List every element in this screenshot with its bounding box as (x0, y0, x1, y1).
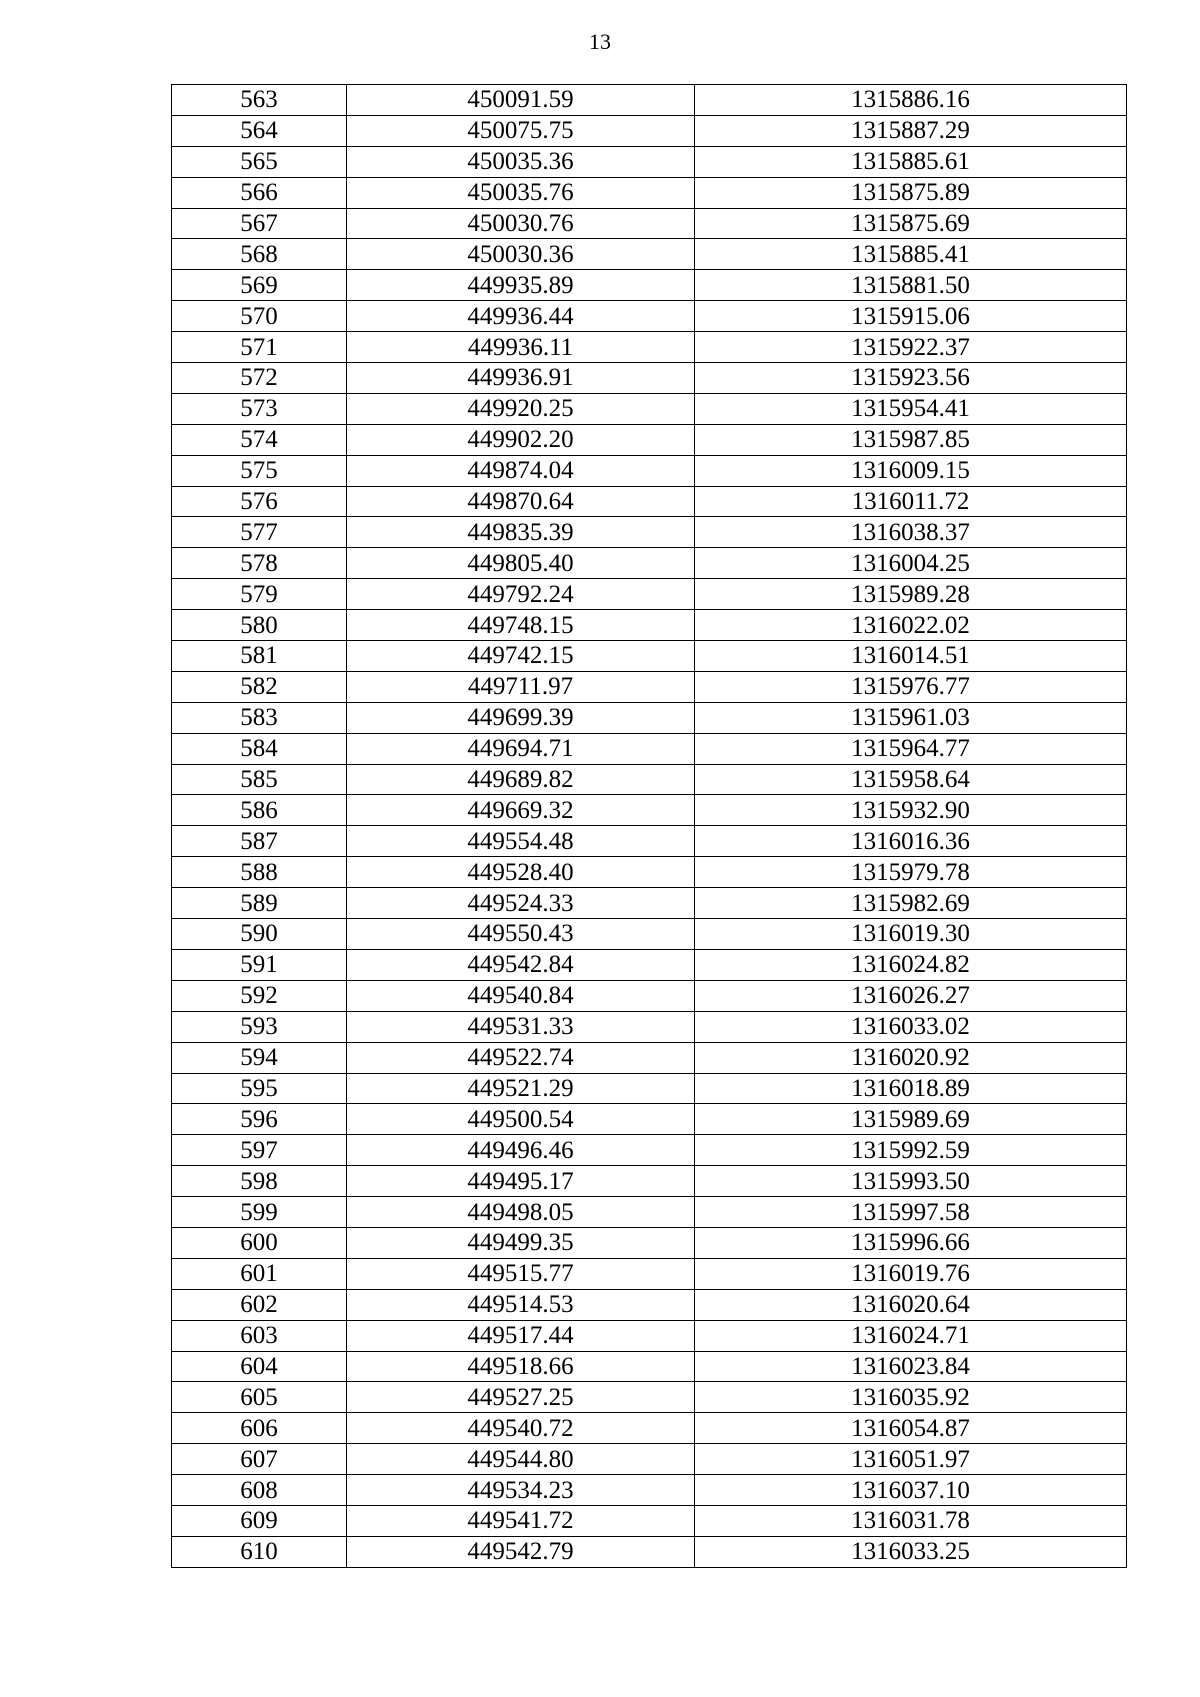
point-number-cell: 604 (172, 1351, 347, 1382)
point-number-cell: 602 (172, 1289, 347, 1320)
point-number-cell: 591 (172, 949, 347, 980)
point-number-cell: 597 (172, 1135, 347, 1166)
y-coordinate-cell: 1315922.37 (695, 332, 1127, 363)
x-coordinate-cell: 449935.89 (347, 270, 695, 301)
x-coordinate-cell: 449541.72 (347, 1505, 695, 1536)
y-coordinate-cell: 1315958.64 (695, 764, 1127, 795)
point-number-cell: 577 (172, 517, 347, 548)
y-coordinate-cell: 1315875.69 (695, 208, 1127, 239)
table-row (172, 115, 1127, 146)
table-row (172, 671, 1127, 702)
x-coordinate-cell: 449748.15 (347, 610, 695, 641)
point-number-cell: 584 (172, 733, 347, 764)
y-coordinate-cell: 1315881.50 (695, 270, 1127, 301)
x-coordinate-cell: 449874.04 (347, 455, 695, 486)
table-row (172, 733, 1127, 764)
table-row (172, 1475, 1127, 1506)
x-coordinate-cell: 449521.29 (347, 1073, 695, 1104)
point-number-cell: 582 (172, 671, 347, 702)
point-number-cell: 580 (172, 610, 347, 641)
table-row (172, 548, 1127, 579)
point-number-cell: 605 (172, 1382, 347, 1413)
table-row (172, 1382, 1127, 1413)
x-coordinate-cell: 449669.32 (347, 795, 695, 826)
x-coordinate-cell: 449540.72 (347, 1413, 695, 1444)
table-row (172, 1104, 1127, 1135)
y-coordinate-cell: 1315954.41 (695, 393, 1127, 424)
point-number-cell: 596 (172, 1104, 347, 1135)
table-row (172, 1413, 1127, 1444)
x-coordinate-cell: 449517.44 (347, 1320, 695, 1351)
table-row (172, 1351, 1127, 1382)
table-row (172, 455, 1127, 486)
x-coordinate-cell: 449936.11 (347, 332, 695, 363)
point-number-cell: 566 (172, 177, 347, 208)
y-coordinate-cell: 1315976.77 (695, 671, 1127, 702)
point-number-cell: 609 (172, 1505, 347, 1536)
x-coordinate-cell: 449527.25 (347, 1382, 695, 1413)
x-coordinate-cell: 449542.84 (347, 949, 695, 980)
coordinates-table (171, 84, 1127, 1568)
x-coordinate-cell: 450075.75 (347, 115, 695, 146)
x-coordinate-cell: 449550.43 (347, 919, 695, 950)
x-coordinate-cell: 449870.64 (347, 486, 695, 517)
point-number-cell: 603 (172, 1320, 347, 1351)
y-coordinate-cell: 1316019.76 (695, 1258, 1127, 1289)
x-coordinate-cell: 449540.84 (347, 980, 695, 1011)
table-row (172, 239, 1127, 270)
y-coordinate-cell: 1316024.71 (695, 1320, 1127, 1351)
table-row (172, 1320, 1127, 1351)
y-coordinate-cell: 1316011.72 (695, 486, 1127, 517)
table-row (172, 1197, 1127, 1228)
y-coordinate-cell: 1316031.78 (695, 1505, 1127, 1536)
y-coordinate-cell: 1316054.87 (695, 1413, 1127, 1444)
y-coordinate-cell: 1315992.59 (695, 1135, 1127, 1166)
point-number-cell: 608 (172, 1475, 347, 1506)
table-row (172, 641, 1127, 672)
point-number-cell: 600 (172, 1227, 347, 1258)
x-coordinate-cell: 449694.71 (347, 733, 695, 764)
y-coordinate-cell: 1316020.92 (695, 1042, 1127, 1073)
y-coordinate-cell: 1315932.90 (695, 795, 1127, 826)
point-number-cell: 569 (172, 270, 347, 301)
y-coordinate-cell: 1315886.16 (695, 85, 1127, 116)
point-number-cell: 572 (172, 363, 347, 394)
table-row (172, 517, 1127, 548)
table-row (172, 1042, 1127, 1073)
y-coordinate-cell: 1315923.56 (695, 363, 1127, 394)
x-coordinate-cell: 450091.59 (347, 85, 695, 116)
x-coordinate-cell: 449495.17 (347, 1166, 695, 1197)
y-coordinate-cell: 1316019.30 (695, 919, 1127, 950)
table-row (172, 919, 1127, 950)
y-coordinate-cell: 1315915.06 (695, 301, 1127, 332)
y-coordinate-cell: 1316016.36 (695, 826, 1127, 857)
point-number-cell: 576 (172, 486, 347, 517)
table-row (172, 610, 1127, 641)
table-row (172, 1135, 1127, 1166)
table-row (172, 1289, 1127, 1320)
y-coordinate-cell: 1316035.92 (695, 1382, 1127, 1413)
y-coordinate-cell: 1315997.58 (695, 1197, 1127, 1228)
table-row (172, 857, 1127, 888)
x-coordinate-cell: 449835.39 (347, 517, 695, 548)
table-row (172, 424, 1127, 455)
x-coordinate-cell: 449699.39 (347, 702, 695, 733)
point-number-cell: 581 (172, 641, 347, 672)
table-row (172, 85, 1127, 116)
point-number-cell: 599 (172, 1197, 347, 1228)
x-coordinate-cell: 449920.25 (347, 393, 695, 424)
x-coordinate-cell: 449742.15 (347, 641, 695, 672)
y-coordinate-cell: 1316004.25 (695, 548, 1127, 579)
point-number-cell: 587 (172, 826, 347, 857)
point-number-cell: 568 (172, 239, 347, 270)
y-coordinate-cell: 1316026.27 (695, 980, 1127, 1011)
point-number-cell: 578 (172, 548, 347, 579)
y-coordinate-cell: 1315885.61 (695, 146, 1127, 177)
coordinates-table-body (172, 85, 1127, 1568)
table-row (172, 949, 1127, 980)
point-number-cell: 585 (172, 764, 347, 795)
x-coordinate-cell: 449524.33 (347, 888, 695, 919)
point-number-cell: 590 (172, 919, 347, 950)
point-number-cell: 610 (172, 1536, 347, 1567)
table-row (172, 795, 1127, 826)
table-row (172, 146, 1127, 177)
x-coordinate-cell: 450030.36 (347, 239, 695, 270)
x-coordinate-cell: 449499.35 (347, 1227, 695, 1258)
point-number-cell: 606 (172, 1413, 347, 1444)
x-coordinate-cell: 449711.97 (347, 671, 695, 702)
table-row (172, 486, 1127, 517)
x-coordinate-cell: 449515.77 (347, 1258, 695, 1289)
x-coordinate-cell: 449689.82 (347, 764, 695, 795)
y-coordinate-cell: 1315982.69 (695, 888, 1127, 919)
table-row (172, 1258, 1127, 1289)
y-coordinate-cell: 1316018.89 (695, 1073, 1127, 1104)
table-row (172, 764, 1127, 795)
table-row (172, 1166, 1127, 1197)
table-row (172, 332, 1127, 363)
point-number-cell: 607 (172, 1444, 347, 1475)
table-row (172, 888, 1127, 919)
point-number-cell: 574 (172, 424, 347, 455)
y-coordinate-cell: 1316037.10 (695, 1475, 1127, 1506)
point-number-cell: 570 (172, 301, 347, 332)
point-number-cell: 579 (172, 579, 347, 610)
x-coordinate-cell: 449518.66 (347, 1351, 695, 1382)
point-number-cell: 592 (172, 980, 347, 1011)
point-number-cell: 598 (172, 1166, 347, 1197)
y-coordinate-cell: 1316020.64 (695, 1289, 1127, 1320)
y-coordinate-cell: 1315887.29 (695, 115, 1127, 146)
y-coordinate-cell: 1315989.28 (695, 579, 1127, 610)
table-row (172, 1227, 1127, 1258)
x-coordinate-cell: 449936.44 (347, 301, 695, 332)
y-coordinate-cell: 1316022.02 (695, 610, 1127, 641)
y-coordinate-cell: 1316038.37 (695, 517, 1127, 548)
point-number-cell: 589 (172, 888, 347, 919)
point-number-cell: 595 (172, 1073, 347, 1104)
table-row (172, 702, 1127, 733)
x-coordinate-cell: 449542.79 (347, 1536, 695, 1567)
point-number-cell: 575 (172, 455, 347, 486)
point-number-cell: 567 (172, 208, 347, 239)
point-number-cell: 583 (172, 702, 347, 733)
point-number-cell: 573 (172, 393, 347, 424)
x-coordinate-cell: 449500.54 (347, 1104, 695, 1135)
x-coordinate-cell: 449496.46 (347, 1135, 695, 1166)
x-coordinate-cell: 449936.91 (347, 363, 695, 394)
x-coordinate-cell: 449544.80 (347, 1444, 695, 1475)
table-row (172, 270, 1127, 301)
table-row (172, 1505, 1127, 1536)
y-coordinate-cell: 1316023.84 (695, 1351, 1127, 1382)
y-coordinate-cell: 1315996.66 (695, 1227, 1127, 1258)
y-coordinate-cell: 1315875.89 (695, 177, 1127, 208)
point-number-cell: 565 (172, 146, 347, 177)
y-coordinate-cell: 1315964.77 (695, 733, 1127, 764)
table-row (172, 177, 1127, 208)
x-coordinate-cell: 449514.53 (347, 1289, 695, 1320)
point-number-cell: 601 (172, 1258, 347, 1289)
x-coordinate-cell: 449528.40 (347, 857, 695, 888)
y-coordinate-cell: 1315989.69 (695, 1104, 1127, 1135)
y-coordinate-cell: 1315961.03 (695, 702, 1127, 733)
table-row (172, 301, 1127, 332)
x-coordinate-cell: 449902.20 (347, 424, 695, 455)
y-coordinate-cell: 1316009.15 (695, 455, 1127, 486)
table-row (172, 1444, 1127, 1475)
page-number: 13 (589, 29, 611, 54)
table-row (172, 208, 1127, 239)
point-number-cell: 588 (172, 857, 347, 888)
point-number-cell: 571 (172, 332, 347, 363)
y-coordinate-cell: 1316051.97 (695, 1444, 1127, 1475)
y-coordinate-cell: 1316024.82 (695, 949, 1127, 980)
x-coordinate-cell: 450030.76 (347, 208, 695, 239)
y-coordinate-cell: 1315993.50 (695, 1166, 1127, 1197)
x-coordinate-cell: 449805.40 (347, 548, 695, 579)
y-coordinate-cell: 1315885.41 (695, 239, 1127, 270)
table-row (172, 393, 1127, 424)
table-row (172, 363, 1127, 394)
x-coordinate-cell: 450035.76 (347, 177, 695, 208)
x-coordinate-cell: 449534.23 (347, 1475, 695, 1506)
point-number-cell: 593 (172, 1011, 347, 1042)
point-number-cell: 563 (172, 85, 347, 116)
x-coordinate-cell: 449554.48 (347, 826, 695, 857)
y-coordinate-cell: 1315979.78 (695, 857, 1127, 888)
table-row (172, 1011, 1127, 1042)
x-coordinate-cell: 449531.33 (347, 1011, 695, 1042)
x-coordinate-cell: 449522.74 (347, 1042, 695, 1073)
table-row (172, 579, 1127, 610)
table-row (172, 826, 1127, 857)
y-coordinate-cell: 1315987.85 (695, 424, 1127, 455)
table-row (172, 1073, 1127, 1104)
x-coordinate-cell: 449792.24 (347, 579, 695, 610)
table-row (172, 1536, 1127, 1567)
x-coordinate-cell: 450035.36 (347, 146, 695, 177)
y-coordinate-cell: 1316033.25 (695, 1536, 1127, 1567)
y-coordinate-cell: 1316014.51 (695, 641, 1127, 672)
table-row (172, 980, 1127, 1011)
point-number-cell: 564 (172, 115, 347, 146)
point-number-cell: 586 (172, 795, 347, 826)
point-number-cell: 594 (172, 1042, 347, 1073)
x-coordinate-cell: 449498.05 (347, 1197, 695, 1228)
y-coordinate-cell: 1316033.02 (695, 1011, 1127, 1042)
